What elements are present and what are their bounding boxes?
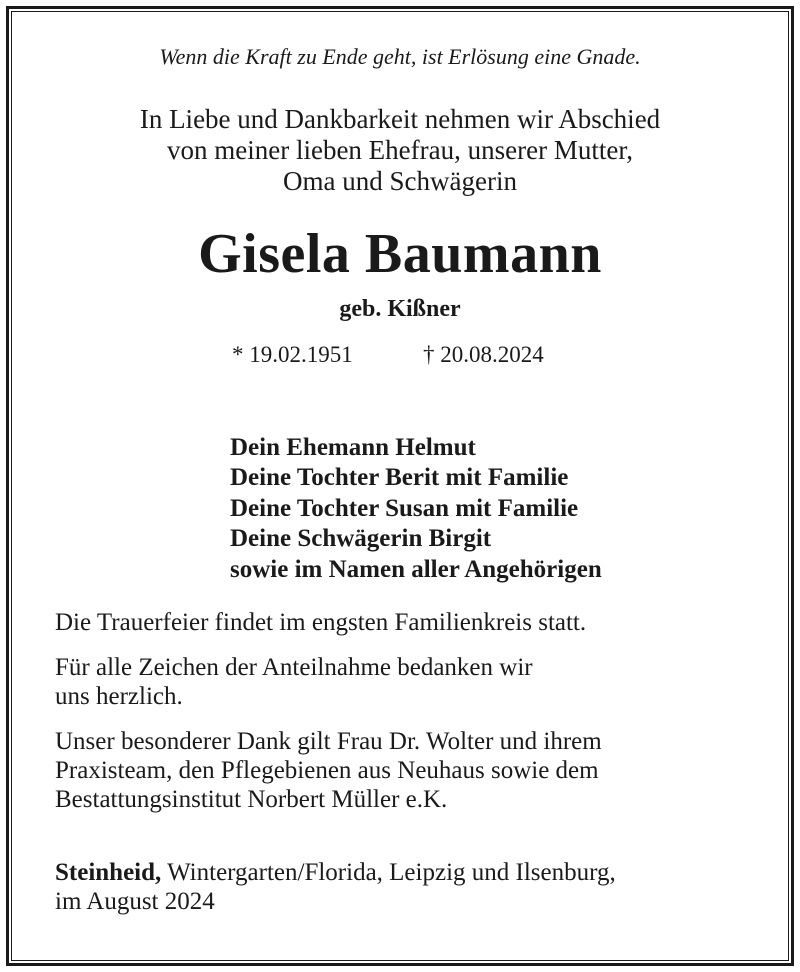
mourner-line: Dein Ehemann Helmut	[230, 434, 476, 461]
special-thanks-line: Bestattungsinstitut Norbert Müller e.K.	[55, 786, 448, 813]
place-date	[55, 858, 616, 916]
intro-line: Oma und Schwägerin	[283, 166, 517, 196]
intro-line: von meiner lieben Ehefrau, unserer Mutter,	[167, 135, 633, 165]
mourner-line: Deine Tochter Susan mit Familie	[230, 494, 579, 522]
death-date: † 20.08.2024	[423, 342, 544, 367]
place-rest: Wintergarten/Florida, Leipzig und Ilsenburg,	[161, 859, 616, 886]
mourner-line: Deine Schwägerin Birgit	[230, 525, 492, 553]
deceased-name: Gisela Baumann	[198, 223, 602, 285]
place-bold: Steinheid,	[55, 859, 162, 886]
motto: Wenn die Kraft zu Ende geht, ist Erlösung eine Gnade.	[159, 44, 641, 69]
date-line: im August 2024	[55, 888, 215, 915]
place-line	[55, 858, 616, 887]
intro-text	[0, 104, 800, 197]
special-thanks-paragraph	[55, 727, 602, 814]
birth-date: * 19.02.1951	[232, 342, 353, 367]
special-thanks-line: Unser besonderer Dank gilt Frau Dr. Wolter und ihrem	[55, 728, 602, 755]
thanks-line: uns herzlich.	[55, 683, 183, 710]
maiden-name: geb. Kißner	[339, 296, 461, 322]
mourner-line: sowie im Namen aller Angehörigen	[230, 555, 602, 583]
thanks-paragraph	[55, 653, 533, 711]
mourners-list	[230, 433, 602, 585]
special-thanks-line: Praxisteam, den Pflegebienen aus Neuhaus sowie dem	[55, 757, 599, 784]
intro-line: In Liebe und Dankbarkeit nehmen wir Abschied	[139, 104, 661, 134]
funeral-note	[55, 608, 586, 637]
funeral-note-line: Die Trauerfeier findet im engsten Familienkreis statt.	[55, 609, 587, 636]
thanks-line: Für alle Zeichen der Anteilnahme bedanken wir	[55, 654, 533, 681]
mourner-line: Deine Tochter Berit mit Familie	[230, 464, 569, 492]
